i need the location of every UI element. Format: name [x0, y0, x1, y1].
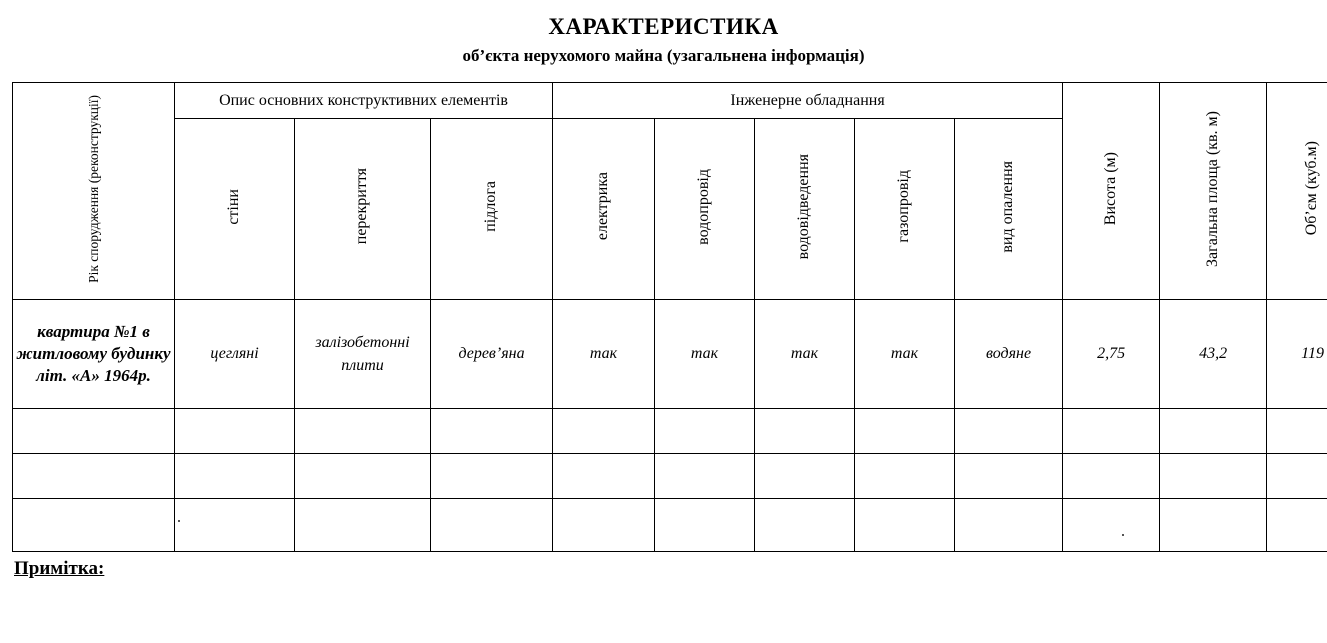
header-label-height: Висота (м): [1101, 151, 1119, 226]
header-cell-sewage: [755, 119, 855, 300]
cell-gas: [855, 409, 955, 454]
header-label-gas: газопровід: [895, 170, 913, 243]
cell-year: квартира №1 в житловому будинку літ. «А» 1964р.: [13, 300, 175, 409]
cell-water: [655, 499, 755, 552]
header-label-total-area: Загальна площа (кв. м): [1203, 110, 1221, 267]
header-label-walls: стіни: [225, 188, 243, 225]
cell-heating-type: [955, 454, 1063, 499]
cell-ceilings: [295, 499, 431, 552]
cell-floor: [431, 409, 553, 454]
page-subtitle: об’єкта нерухомого майна (узагальнена інформація): [462, 46, 865, 65]
cell-electricity: [553, 499, 655, 552]
cell-walls: цегляні: [175, 300, 295, 409]
cell-ceilings: залізобетонні плити: [295, 300, 431, 409]
cell-volume: [1267, 454, 1327, 499]
header-cell-year: [13, 83, 175, 300]
cell-floor: [431, 499, 553, 552]
header-cell-water: [655, 119, 755, 300]
group-header-engineering: Інженерне обладнання: [553, 83, 1063, 119]
cell-water: [655, 454, 755, 499]
cell-height: [1063, 454, 1160, 499]
cell-gas: [855, 499, 955, 552]
header-cell-walls: [175, 119, 295, 300]
characteristics-table: [12, 82, 1327, 552]
cell-gas: [855, 454, 955, 499]
header-label-sewage: водовідведення: [795, 153, 813, 260]
header-cell-total-area: [1160, 83, 1267, 300]
cell-total-area: 43,2: [1160, 300, 1267, 409]
cell-sewage: [755, 409, 855, 454]
header-cell-heating-type: [955, 119, 1063, 300]
header-cell-floor: [431, 119, 553, 300]
cell-electricity: так: [553, 300, 655, 409]
cell-height: [1063, 409, 1160, 454]
cell-walls: [175, 409, 295, 454]
scan-artifact-dot: [178, 520, 180, 522]
header-label-year: Рік спорудження (реконструкції): [85, 94, 101, 283]
cell-heating-type: [955, 499, 1063, 552]
cell-year: [13, 499, 175, 552]
cell-floor: [431, 454, 553, 499]
page-title: ХАРАКТЕРИСТИКА: [548, 14, 779, 39]
header-label-water: водопровід: [695, 168, 713, 245]
header-cell-gas: [855, 119, 955, 300]
cell-height: [1063, 499, 1160, 552]
cell-electricity: [553, 454, 655, 499]
cell-height: 2,75: [1063, 300, 1160, 409]
cell-ceilings: [295, 454, 431, 499]
cell-volume: [1267, 409, 1327, 454]
cell-total-area: [1160, 409, 1267, 454]
cell-water: так: [655, 300, 755, 409]
header-cell-volume: [1267, 83, 1327, 300]
header-cell-ceilings: [295, 119, 431, 300]
cell-volume: [1267, 499, 1327, 552]
cell-gas: так: [855, 300, 955, 409]
table-row: [13, 300, 1327, 409]
scan-artifact-dot: [1122, 534, 1124, 536]
header-label-heating-type: вид опалення: [999, 160, 1017, 253]
table-row: [13, 454, 1327, 499]
cell-floor: дерев’яна: [431, 300, 553, 409]
cell-water: [655, 409, 755, 454]
header-cell-height: [1063, 83, 1160, 300]
header-label-electricity: електрика: [594, 172, 612, 241]
cell-sewage: [755, 499, 855, 552]
cell-sewage: [755, 454, 855, 499]
table-row: [13, 409, 1327, 454]
cell-total-area: [1160, 499, 1267, 552]
cell-ceilings: [295, 409, 431, 454]
header-label-volume: Об’єм (куб.м): [1303, 141, 1321, 236]
cell-heating-type: водяне: [955, 300, 1063, 409]
table-group-header-row: [13, 83, 1327, 119]
cell-year: [13, 409, 175, 454]
cell-walls: [175, 499, 295, 552]
header-cell-electricity: [553, 119, 655, 300]
cell-sewage: так: [755, 300, 855, 409]
group-header-constructive: Опис основних конструктивних елементів: [175, 83, 553, 119]
cell-walls: [175, 454, 295, 499]
table-row: [13, 499, 1327, 552]
cell-heating-type: [955, 409, 1063, 454]
cell-year: [13, 454, 175, 499]
cell-total-area: [1160, 454, 1267, 499]
cell-electricity: [553, 409, 655, 454]
header-label-ceilings: перекриття: [353, 168, 371, 245]
cell-volume: 119: [1267, 300, 1327, 409]
header-label-floor: підлога: [482, 181, 500, 232]
note-label: Примітка:: [14, 558, 105, 579]
